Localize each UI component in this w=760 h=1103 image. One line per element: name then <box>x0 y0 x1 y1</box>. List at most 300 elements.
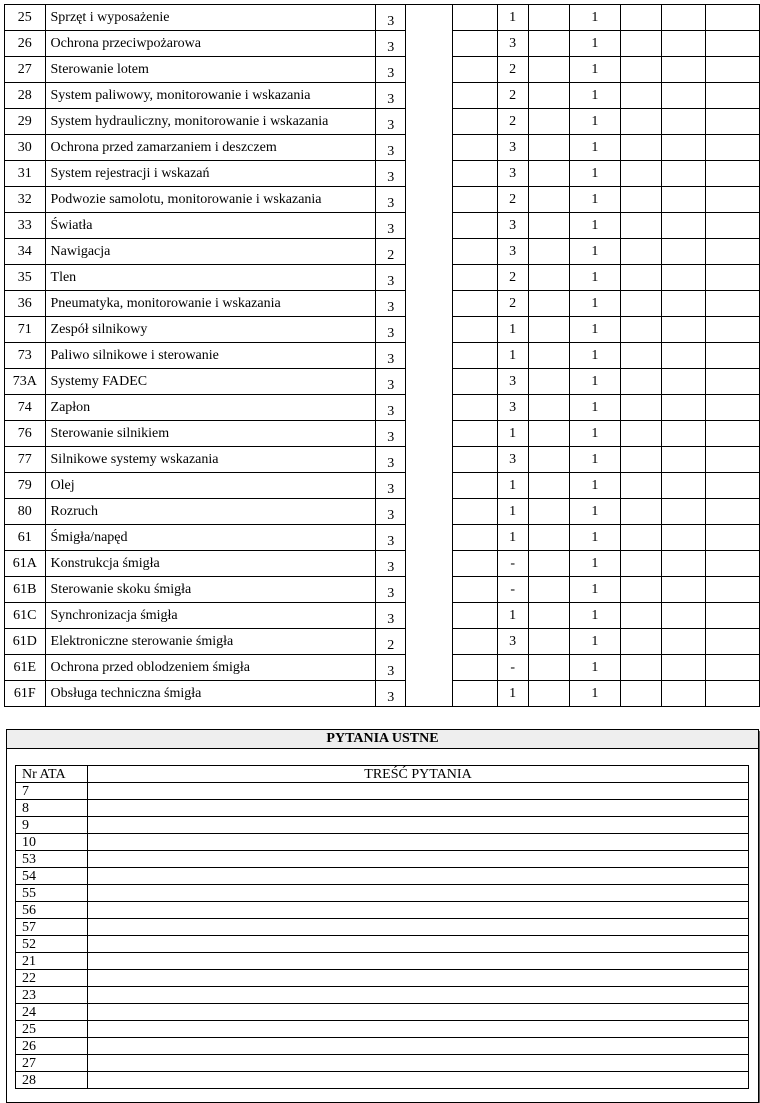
table-row <box>5 473 760 499</box>
empty-cell <box>661 421 705 447</box>
empty-cell <box>661 473 705 499</box>
level-value: 1 <box>569 681 621 707</box>
level-value: 2 <box>376 629 406 655</box>
table-row <box>16 953 749 970</box>
empty-cell <box>705 161 759 187</box>
question-text-cell[interactable] <box>88 834 749 851</box>
empty-cell <box>528 551 569 577</box>
empty-cell <box>621 577 662 603</box>
empty-cell <box>406 5 453 31</box>
ata-number: 33 <box>5 213 46 239</box>
ata-number: 61E <box>5 655 46 681</box>
empty-cell <box>452 109 497 135</box>
empty-cell <box>452 213 497 239</box>
question-text-cell[interactable] <box>88 1072 749 1089</box>
level-value: 2 <box>497 83 528 109</box>
ata-number: 61D <box>5 629 46 655</box>
level-value: - <box>497 551 528 577</box>
empty-cell <box>705 629 759 655</box>
empty-cell <box>705 603 759 629</box>
level-value: 2 <box>497 265 528 291</box>
ata-chapter-name: Sterowanie lotem <box>45 57 376 83</box>
question-text-cell[interactable] <box>88 851 749 868</box>
table-row <box>5 629 760 655</box>
oral-ata-number: 53 <box>16 851 88 868</box>
question-text-header: TREŚĆ PYTANIA <box>88 766 749 783</box>
question-text-cell[interactable] <box>88 800 749 817</box>
empty-cell <box>621 83 662 109</box>
empty-cell <box>452 499 497 525</box>
level-value: 3 <box>497 213 528 239</box>
level-value: 1 <box>497 681 528 707</box>
ata-chapter-name: Sterowanie silnikiem <box>45 421 376 447</box>
empty-cell <box>406 291 453 317</box>
level-value: 3 <box>376 31 406 57</box>
level-value: 3 <box>497 395 528 421</box>
empty-cell <box>528 681 569 707</box>
empty-cell <box>705 655 759 681</box>
empty-cell <box>452 551 497 577</box>
table-row <box>16 1072 749 1089</box>
empty-cell <box>452 31 497 57</box>
empty-cell <box>406 161 453 187</box>
level-value: 1 <box>569 577 621 603</box>
empty-cell <box>406 473 453 499</box>
empty-cell <box>705 369 759 395</box>
empty-cell <box>406 681 453 707</box>
empty-cell <box>705 213 759 239</box>
level-value: 3 <box>376 83 406 109</box>
empty-cell <box>528 473 569 499</box>
empty-cell <box>621 447 662 473</box>
ata-chapter-name: Olej <box>45 473 376 499</box>
table-row <box>5 395 760 421</box>
empty-cell <box>452 239 497 265</box>
ata-chapter-name: Elektroniczne sterowanie śmigła <box>45 629 376 655</box>
ata-chapter-name: Sterowanie skoku śmigła <box>45 577 376 603</box>
empty-cell <box>621 421 662 447</box>
question-text-cell[interactable] <box>88 1004 749 1021</box>
table-row <box>5 681 760 707</box>
ata-chapter-name: Systemy FADEC <box>45 369 376 395</box>
ata-number: 79 <box>5 473 46 499</box>
empty-cell <box>528 5 569 31</box>
level-value: 1 <box>569 421 621 447</box>
oral-ata-number: 28 <box>16 1072 88 1089</box>
empty-cell <box>406 447 453 473</box>
empty-cell <box>621 525 662 551</box>
table-row <box>16 868 749 885</box>
empty-cell <box>661 317 705 343</box>
level-value: 3 <box>497 447 528 473</box>
question-text-cell[interactable] <box>88 1038 749 1055</box>
empty-cell <box>661 161 705 187</box>
level-value: 1 <box>569 161 621 187</box>
question-text-cell[interactable] <box>88 783 749 800</box>
empty-cell <box>406 525 453 551</box>
empty-cell <box>452 343 497 369</box>
empty-cell <box>452 369 497 395</box>
question-text-cell[interactable] <box>88 1021 749 1038</box>
empty-cell <box>528 603 569 629</box>
ata-chapter-name: Zapłon <box>45 395 376 421</box>
empty-cell <box>528 187 569 213</box>
nr-ata-header: Nr ATA <box>16 766 88 783</box>
table-row <box>5 317 760 343</box>
level-value: 3 <box>376 421 406 447</box>
question-text-cell[interactable] <box>88 919 749 936</box>
table-row <box>16 987 749 1004</box>
table-row <box>16 1055 749 1072</box>
empty-cell <box>452 57 497 83</box>
empty-cell <box>621 135 662 161</box>
level-value: 1 <box>569 135 621 161</box>
empty-cell <box>705 265 759 291</box>
level-value: 1 <box>569 57 621 83</box>
oral-questions-table <box>15 765 749 1089</box>
empty-cell <box>406 265 453 291</box>
ata-number: 30 <box>5 135 46 161</box>
empty-cell <box>452 395 497 421</box>
oral-ata-number: 25 <box>16 1021 88 1038</box>
empty-cell <box>406 629 453 655</box>
ata-number: 74 <box>5 395 46 421</box>
empty-cell <box>621 317 662 343</box>
ata-chapter-name: Synchronizacja śmigła <box>45 603 376 629</box>
table-row <box>5 655 760 681</box>
ata-number: 29 <box>5 109 46 135</box>
empty-cell <box>661 499 705 525</box>
empty-cell <box>406 213 453 239</box>
level-value: 1 <box>569 265 621 291</box>
empty-cell <box>705 83 759 109</box>
empty-cell <box>528 317 569 343</box>
oral-ata-number: 52 <box>16 936 88 953</box>
level-value: 1 <box>569 83 621 109</box>
oral-ata-number: 54 <box>16 868 88 885</box>
empty-cell <box>661 577 705 603</box>
empty-cell <box>528 135 569 161</box>
empty-cell <box>621 5 662 31</box>
level-value: 3 <box>376 681 406 707</box>
empty-cell <box>528 213 569 239</box>
empty-cell <box>452 655 497 681</box>
empty-cell <box>406 187 453 213</box>
empty-cell <box>406 135 453 161</box>
oral-ata-number: 27 <box>16 1055 88 1072</box>
empty-cell <box>621 629 662 655</box>
level-value: 3 <box>497 629 528 655</box>
empty-cell <box>528 57 569 83</box>
empty-cell <box>705 681 759 707</box>
table-row <box>5 5 760 31</box>
oral-ata-number: 9 <box>16 817 88 834</box>
empty-cell <box>661 57 705 83</box>
empty-cell <box>661 239 705 265</box>
empty-cell <box>661 447 705 473</box>
empty-cell <box>452 421 497 447</box>
empty-cell <box>621 265 662 291</box>
empty-cell <box>406 31 453 57</box>
empty-cell <box>452 525 497 551</box>
empty-cell <box>661 5 705 31</box>
level-value: 1 <box>497 499 528 525</box>
table-row <box>16 783 749 800</box>
table-row <box>5 239 760 265</box>
level-value: 1 <box>569 629 621 655</box>
empty-cell <box>528 655 569 681</box>
empty-cell <box>705 551 759 577</box>
table-row <box>5 265 760 291</box>
table-row <box>5 421 760 447</box>
empty-cell <box>452 187 497 213</box>
ata-number: 27 <box>5 57 46 83</box>
level-value: 3 <box>376 395 406 421</box>
ata-number: 35 <box>5 265 46 291</box>
empty-cell <box>661 681 705 707</box>
ata-chapter-name: Rozruch <box>45 499 376 525</box>
table-row <box>5 291 760 317</box>
level-value: 1 <box>569 369 621 395</box>
table-row <box>16 970 749 987</box>
level-value: 3 <box>376 525 406 551</box>
table-row <box>5 83 760 109</box>
empty-cell <box>705 31 759 57</box>
level-value: 1 <box>569 655 621 681</box>
empty-cell <box>406 577 453 603</box>
ata-chapter-name: System paliwowy, monitorowanie i wskazania <box>45 83 376 109</box>
empty-cell <box>621 343 662 369</box>
level-value: 1 <box>569 291 621 317</box>
oral-ata-number: 21 <box>16 953 88 970</box>
table-row <box>5 31 760 57</box>
level-value: - <box>497 655 528 681</box>
ata-number: 61C <box>5 603 46 629</box>
ata-chapter-name: Obsługa techniczna śmigła <box>45 681 376 707</box>
question-text-cell[interactable] <box>88 885 749 902</box>
level-value: 3 <box>376 5 406 31</box>
empty-cell <box>452 317 497 343</box>
ata-number: 61B <box>5 577 46 603</box>
table-row <box>16 902 749 919</box>
question-text-cell[interactable] <box>88 817 749 834</box>
empty-cell <box>705 291 759 317</box>
empty-cell <box>661 213 705 239</box>
question-text-cell[interactable] <box>88 902 749 919</box>
level-value: 2 <box>497 57 528 83</box>
empty-cell <box>661 629 705 655</box>
oral-ata-number: 57 <box>16 919 88 936</box>
empty-cell <box>452 265 497 291</box>
empty-cell <box>705 421 759 447</box>
empty-cell <box>621 291 662 317</box>
level-value: 2 <box>497 187 528 213</box>
empty-cell <box>661 83 705 109</box>
empty-cell <box>452 603 497 629</box>
empty-cell <box>406 499 453 525</box>
empty-cell <box>661 551 705 577</box>
question-text-cell[interactable] <box>88 1055 749 1072</box>
ata-chapter-name: Tlen <box>45 265 376 291</box>
oral-header-row <box>16 766 749 783</box>
empty-cell <box>661 603 705 629</box>
ata-number: 34 <box>5 239 46 265</box>
table-row <box>5 343 760 369</box>
oral-ata-number: 10 <box>16 834 88 851</box>
oral-ata-number: 24 <box>16 1004 88 1021</box>
empty-cell <box>705 109 759 135</box>
table-row <box>16 919 749 936</box>
level-value: 1 <box>569 603 621 629</box>
table-row <box>5 499 760 525</box>
table-row <box>16 936 749 953</box>
empty-cell <box>705 499 759 525</box>
empty-cell <box>705 395 759 421</box>
level-value: 3 <box>376 213 406 239</box>
level-value: 3 <box>376 291 406 317</box>
empty-cell <box>406 603 453 629</box>
empty-cell <box>528 577 569 603</box>
ata-chapter-name: Pneumatyka, monitorowanie i wskazania <box>45 291 376 317</box>
empty-cell <box>452 161 497 187</box>
level-value: 3 <box>376 603 406 629</box>
level-value: 3 <box>497 135 528 161</box>
level-value: 1 <box>497 421 528 447</box>
ata-number: 73A <box>5 369 46 395</box>
empty-cell <box>621 187 662 213</box>
empty-cell <box>528 421 569 447</box>
empty-cell <box>705 5 759 31</box>
ata-number: 77 <box>5 447 46 473</box>
ata-chapter-name: Nawigacja <box>45 239 376 265</box>
empty-cell <box>528 499 569 525</box>
ata-number: 73 <box>5 343 46 369</box>
oral-ata-number: 56 <box>16 902 88 919</box>
table-row <box>5 447 760 473</box>
level-value: 2 <box>497 291 528 317</box>
ata-chapter-name: Sprzęt i wyposażenie <box>45 5 376 31</box>
empty-cell <box>528 265 569 291</box>
ata-chapter-name: Paliwo silnikowe i sterowanie <box>45 343 376 369</box>
empty-cell <box>661 31 705 57</box>
question-text-cell[interactable] <box>88 868 749 885</box>
level-value: 3 <box>376 161 406 187</box>
level-value: 3 <box>376 473 406 499</box>
empty-cell <box>621 473 662 499</box>
empty-cell <box>528 161 569 187</box>
level-value: 1 <box>497 603 528 629</box>
level-value: 3 <box>376 447 406 473</box>
level-value: 3 <box>497 161 528 187</box>
level-value: 3 <box>376 109 406 135</box>
level-value: 3 <box>376 135 406 161</box>
level-value: 1 <box>497 525 528 551</box>
empty-cell <box>452 473 497 499</box>
empty-cell <box>621 395 662 421</box>
empty-cell <box>621 213 662 239</box>
level-value: 3 <box>376 343 406 369</box>
table-row <box>16 834 749 851</box>
level-value: 1 <box>569 447 621 473</box>
empty-cell <box>705 577 759 603</box>
empty-cell <box>661 291 705 317</box>
empty-cell <box>452 681 497 707</box>
empty-cell <box>705 317 759 343</box>
table-row <box>5 525 760 551</box>
table-row <box>5 551 760 577</box>
empty-cell <box>705 187 759 213</box>
ata-number: 80 <box>5 499 46 525</box>
level-value: 1 <box>569 343 621 369</box>
level-value: 3 <box>376 265 406 291</box>
oral-questions-title: PYTANIA USTNE <box>7 730 758 749</box>
question-text-cell[interactable] <box>88 936 749 953</box>
ata-chapter-name: System rejestracji i wskazań <box>45 161 376 187</box>
level-value: 1 <box>497 473 528 499</box>
level-value: 1 <box>569 109 621 135</box>
empty-cell <box>528 395 569 421</box>
table-row <box>5 109 760 135</box>
empty-cell <box>528 83 569 109</box>
level-value: 1 <box>569 5 621 31</box>
empty-cell <box>528 31 569 57</box>
table-row <box>5 213 760 239</box>
empty-cell <box>621 369 662 395</box>
empty-cell <box>406 551 453 577</box>
empty-cell <box>621 551 662 577</box>
table-row <box>5 603 760 629</box>
ata-number: 25 <box>5 5 46 31</box>
level-value: 3 <box>497 239 528 265</box>
empty-cell <box>705 473 759 499</box>
level-value: 3 <box>376 187 406 213</box>
level-value: 3 <box>497 369 528 395</box>
empty-cell <box>528 291 569 317</box>
empty-cell <box>661 135 705 161</box>
empty-cell <box>452 5 497 31</box>
question-text-cell[interactable] <box>88 970 749 987</box>
empty-cell <box>705 135 759 161</box>
ata-number: 31 <box>5 161 46 187</box>
level-value: 1 <box>569 187 621 213</box>
question-text-cell[interactable] <box>88 953 749 970</box>
ata-number: 28 <box>5 83 46 109</box>
question-text-cell[interactable] <box>88 987 749 1004</box>
empty-cell <box>452 83 497 109</box>
oral-ata-number: 55 <box>16 885 88 902</box>
empty-cell <box>406 109 453 135</box>
level-value: 1 <box>569 239 621 265</box>
empty-cell <box>705 447 759 473</box>
empty-cell <box>406 83 453 109</box>
ata-number: 36 <box>5 291 46 317</box>
empty-cell <box>621 655 662 681</box>
table-row <box>5 577 760 603</box>
empty-cell <box>705 239 759 265</box>
level-value: 1 <box>569 473 621 499</box>
ata-number: 71 <box>5 317 46 343</box>
empty-cell <box>406 57 453 83</box>
ata-table <box>4 4 760 707</box>
oral-ata-number: 26 <box>16 1038 88 1055</box>
empty-cell <box>661 395 705 421</box>
oral-ata-number: 8 <box>16 800 88 817</box>
empty-cell <box>528 369 569 395</box>
ata-number: 61F <box>5 681 46 707</box>
ata-chapter-name: Ochrona przed oblodzeniem śmigła <box>45 655 376 681</box>
ata-chapter-name: Konstrukcja śmigła <box>45 551 376 577</box>
ata-number: 26 <box>5 31 46 57</box>
